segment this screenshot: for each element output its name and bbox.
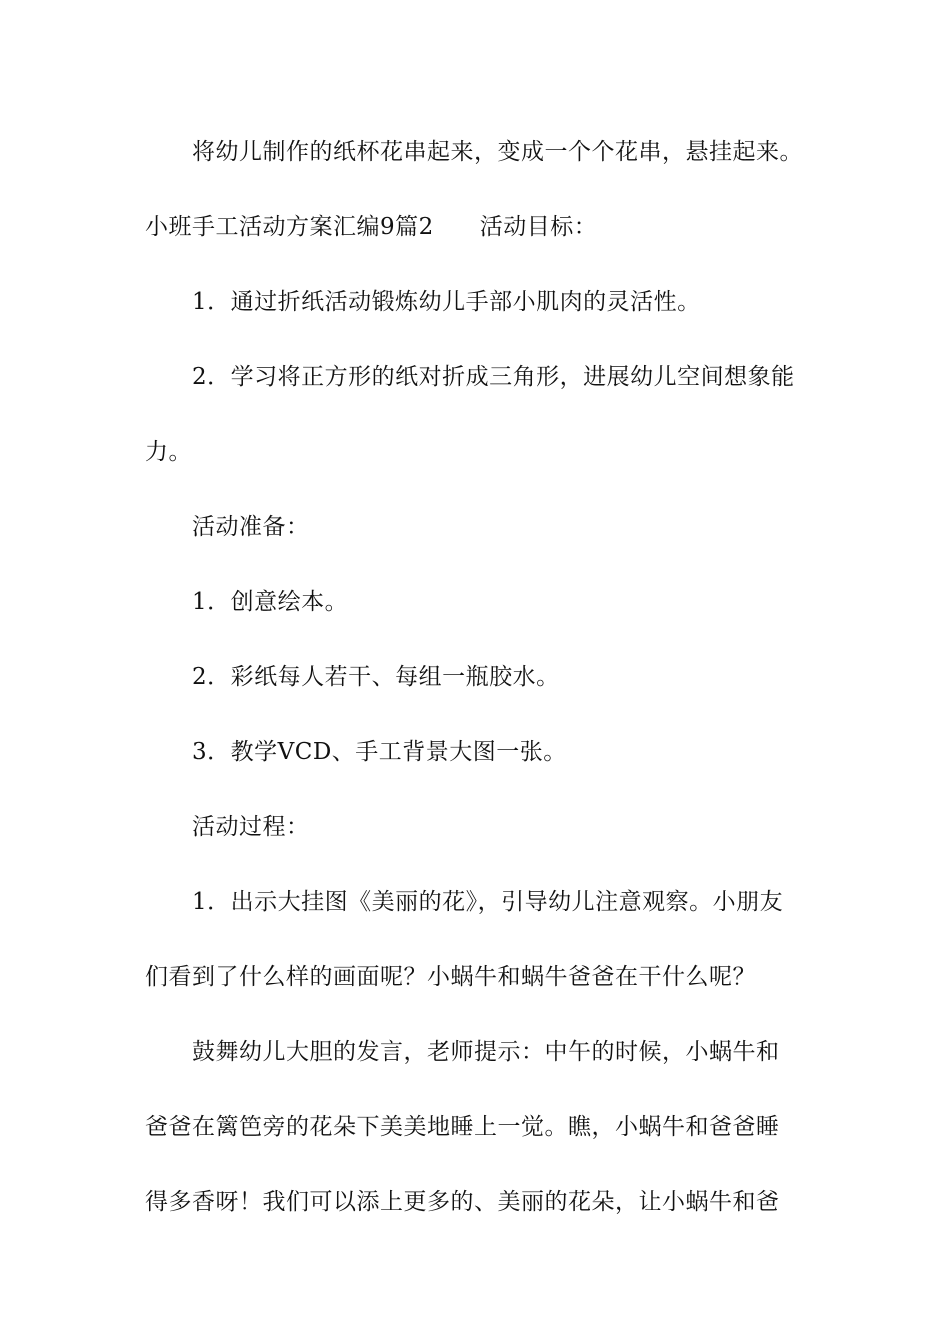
paragraph-line: 得多香呀！我们可以添上更多的、美丽的花朵，让小蜗牛和爸 [145, 1189, 780, 1215]
list-item-continuation: 力。 [145, 439, 192, 465]
section-heading: 活动过程： [192, 814, 310, 840]
document-title: 小班手工活动方案汇编9篇2 [145, 214, 434, 240]
list-item: 2．学习将正方形的纸对折成三角形，进展幼儿空间想象能 [192, 364, 795, 390]
paragraph-line: 爸爸在篱笆旁的花朵下美美地睡上一觉。瞧，小蜗牛和爸爸睡 [145, 1114, 780, 1140]
list-item: 1．创意绘本。 [192, 589, 349, 615]
list-item: 1．通过折纸活动锻炼幼儿手部小肌肉的灵活性。 [192, 289, 701, 315]
list-item-continuation: 们看到了什么样的画面呢？小蜗牛和蜗牛爸爸在干什么呢？ [145, 964, 756, 990]
paragraph-line: 将幼儿制作的纸杯花串起来，变成一个个花串，悬挂起来。 [192, 139, 803, 165]
section-heading: 活动准备： [192, 514, 310, 540]
list-item: 3．教学VCD、手工背景大图一张。 [192, 739, 567, 765]
list-item: 2．彩纸每人若干、每组一瓶胶水。 [192, 664, 560, 690]
paragraph-line: 鼓舞幼儿大胆的发言，老师提示：中午的时候，小蜗牛和 [192, 1039, 780, 1065]
list-item: 1．出示大挂图《美丽的花》，引导幼儿注意观察。小朋友 [192, 889, 784, 915]
section-heading-line [145, 212, 815, 242]
section-heading: 活动目标： [479, 214, 598, 240]
